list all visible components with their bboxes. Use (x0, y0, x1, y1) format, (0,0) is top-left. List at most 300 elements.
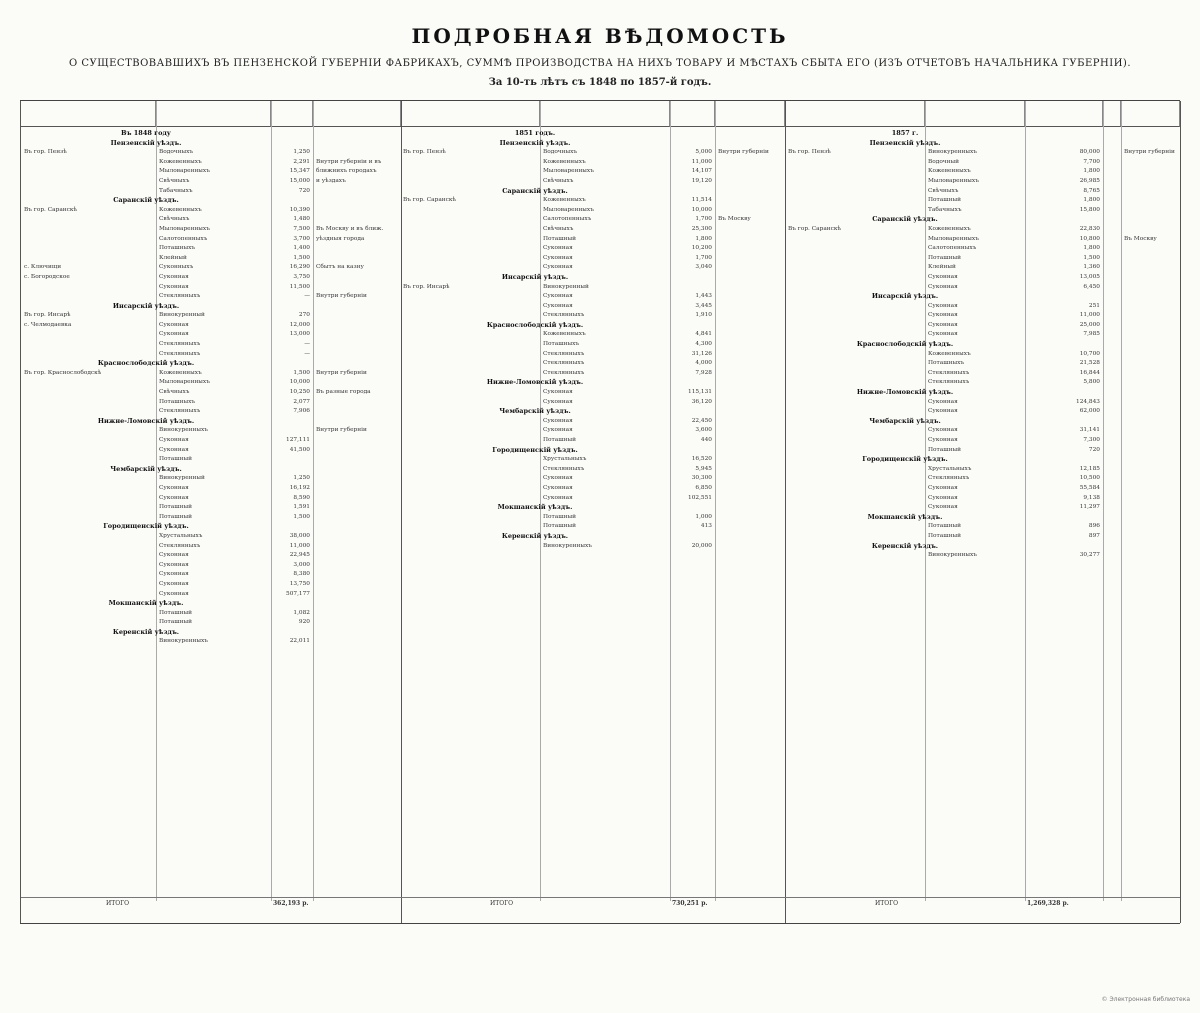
district-heading (785, 139, 1180, 149)
table-cell: — (304, 293, 310, 300)
table-cell: 22,450 (691, 417, 712, 424)
table-cell: уѣздныя города (316, 235, 365, 242)
table-cell: Суконная (159, 561, 189, 568)
table-cell: Стеклянныхъ (159, 341, 201, 348)
table-cell: Суконная (543, 302, 573, 309)
table-cell: 4,300 (695, 341, 712, 348)
table-cell: 62,000 (1079, 408, 1100, 415)
table-cell: 1,800 (695, 235, 712, 242)
table-cell: Въ Москву и въ ближ. (316, 225, 384, 232)
table-cell: Поташный (159, 456, 192, 463)
table-cell: 5,800 (1083, 379, 1100, 386)
table-cell: Въ Москву (718, 216, 751, 223)
district-heading (785, 513, 1180, 523)
table-cell: 1,000 (695, 513, 712, 520)
district-label: Городищенскій уѣздъ. (862, 455, 948, 464)
district-label: Пензенскій уѣздъ. (110, 138, 182, 147)
table-cell: Сбытъ на казну (316, 264, 364, 271)
table-row (21, 187, 401, 197)
table-cell: Въ гор. Пензѣ (788, 149, 831, 156)
table-cell: 251 (1088, 302, 1100, 309)
column-header (400, 101, 540, 127)
table-row (400, 513, 785, 523)
table-cell: 6,850 (695, 484, 712, 491)
table-cell: 1,910 (695, 312, 712, 319)
district-heading (400, 532, 785, 542)
table-cell: Поташный (928, 254, 961, 261)
table-cell: 1,700 (695, 216, 712, 223)
table-row (21, 398, 401, 408)
table-cell: 2,077 (293, 398, 310, 405)
table-cell: Кожевенныхъ (543, 331, 586, 338)
table-cell: Водочныхъ (159, 149, 194, 156)
table-cell: 10,200 (691, 245, 712, 252)
table-row (785, 407, 1180, 417)
table-cell: Поташный (543, 523, 576, 530)
table-cell: Мыловаренныхъ (159, 168, 210, 175)
table-row (21, 570, 401, 580)
table-cell: Кожевенныхъ (543, 197, 586, 204)
table-row (21, 350, 401, 360)
table-cell: 1,800 (1083, 245, 1100, 252)
table-cell: Свѣчныхъ (928, 187, 959, 194)
district-label: Мокшанскій уѣздъ. (497, 503, 573, 512)
table-cell: 22,945 (289, 552, 310, 559)
table-row (21, 532, 401, 542)
table-cell: Поташный (928, 446, 961, 453)
table-row (21, 609, 401, 619)
table-cell: 8,765 (1083, 187, 1100, 194)
table-cell: Въ гор. Саранскѣ (24, 206, 78, 213)
table-row (400, 158, 785, 168)
table-row (21, 637, 401, 647)
table-row (785, 283, 1180, 293)
district-heading (21, 599, 401, 609)
table-row (21, 590, 401, 600)
table-cell: 1,800 (1083, 197, 1100, 204)
table-cell: Стеклянныхъ (543, 350, 585, 357)
district-heading (400, 129, 785, 139)
section-3 (785, 101, 1181, 923)
table-cell: 13,000 (289, 331, 310, 338)
table-row (21, 455, 401, 465)
district-label: Инсарскій уѣздъ. (871, 292, 939, 301)
table-cell: Поташный (543, 235, 576, 242)
table-cell: 3,000 (293, 561, 310, 568)
district-label: Саранскій уѣздъ. (872, 215, 938, 224)
table-cell: Поташныхъ (543, 341, 580, 348)
table-cell: 38,000 (289, 532, 310, 539)
table-cell: Суконная (159, 437, 189, 443)
table-row (21, 206, 401, 216)
table-cell: 12,185 (1079, 465, 1100, 472)
district-label: Керенскій уѣздъ. (871, 541, 939, 550)
table-cell: Кожевенныхъ (159, 158, 202, 165)
district-heading (400, 446, 785, 456)
total-label: ИТОГО (490, 900, 514, 907)
table-cell: Въ гор. Саранскѣ (403, 197, 457, 204)
district-heading (21, 522, 401, 532)
table-cell: 1,500 (293, 254, 310, 261)
table-cell: Въ гор. Саранскѣ (788, 225, 842, 232)
table-cell: 720 (298, 187, 310, 194)
table-cell: 11,500 (289, 283, 310, 290)
table-row (400, 206, 785, 216)
table-cell: 11,297 (1079, 504, 1100, 511)
table-cell: 1,360 (1083, 264, 1100, 271)
district-heading (21, 302, 401, 312)
column-header (540, 101, 670, 127)
table-body (400, 129, 785, 551)
district-heading (21, 417, 401, 427)
table-cell: Винокуренныхъ (159, 427, 208, 434)
table-cell: Стеклянныхъ (928, 369, 970, 376)
table-cell: 15,347 (289, 168, 310, 175)
table-cell: Суконная (159, 273, 189, 280)
table-row (785, 235, 1180, 245)
table-cell: Суконная (159, 571, 189, 578)
district-heading (785, 215, 1180, 225)
table-cell: Кожевенныхъ (928, 168, 971, 175)
table-cell: 3,750 (293, 273, 310, 280)
table-row (785, 522, 1180, 532)
district-label: Пензенскій уѣздъ. (499, 138, 571, 147)
table-cell: Винокуренныхъ (159, 638, 208, 645)
district-heading (785, 542, 1180, 552)
table-cell: 30,300 (691, 475, 712, 482)
table-cell: Поташный (159, 619, 192, 626)
table-cell: Стеклянныхъ (543, 360, 585, 367)
table-cell: 897 (1088, 532, 1100, 539)
table-cell: с. Богородское (24, 273, 70, 280)
table-cell: Суконная (543, 475, 573, 482)
table-cell: Суконная (928, 302, 958, 309)
table-cell: 7,985 (1083, 331, 1100, 338)
table-cell: Поташныхъ (159, 398, 196, 405)
table-cell: 20,000 (691, 542, 712, 549)
total-row (400, 897, 785, 923)
table-cell: Кожевенныхъ (543, 158, 586, 165)
table-row (21, 494, 401, 504)
table-cell: Суконная (543, 484, 573, 491)
document-title: ПОДРОБНАЯ ВѢДОМОСТЬ (411, 24, 789, 48)
table-cell: 507,177 (286, 590, 310, 597)
table-cell: 6,450 (1083, 283, 1100, 290)
table-row (400, 330, 785, 340)
table-cell: 720 (1088, 446, 1100, 453)
district-label: Мокшанскій уѣздъ. (108, 599, 184, 608)
table-cell: 920 (298, 619, 310, 626)
table-cell: с. Челмодаевка (24, 321, 72, 328)
district-label: Керенскій уѣздъ. (112, 627, 180, 636)
table-cell: Суконная (928, 331, 958, 338)
table-cell: Поташный (928, 532, 961, 539)
table-cell: Суконная (543, 398, 573, 405)
table-cell: Хрустальныхъ (159, 532, 203, 539)
table-row (21, 513, 401, 523)
table-row (400, 302, 785, 312)
total-value: 730,251 р. (672, 900, 708, 907)
table-cell: 3,445 (695, 302, 712, 309)
table-cell: 8,590 (293, 494, 310, 501)
table-row (400, 436, 785, 446)
table-row (400, 350, 785, 360)
district-label: Пензенскій уѣздъ. (869, 138, 941, 147)
district-heading (21, 139, 401, 149)
table-row (785, 426, 1180, 436)
table-cell: Поташный (928, 197, 961, 204)
table-row (400, 225, 785, 235)
table-cell: Поташный (928, 523, 961, 530)
table-cell: Стеклянныхъ (159, 350, 201, 357)
district-heading (21, 465, 401, 475)
table-cell: 7,700 (1083, 158, 1100, 165)
table-row (400, 254, 785, 264)
table-cell: Суконная (543, 293, 573, 300)
table-body (21, 129, 401, 647)
table-cell: 10,000 (289, 379, 310, 386)
table-cell: Стеклянныхъ (159, 408, 201, 415)
table-cell: 3,700 (293, 235, 310, 242)
table-cell: Винокуренный (159, 475, 205, 482)
table-cell: 1,250 (293, 475, 310, 482)
table-cell: 15,800 (1079, 206, 1100, 213)
table-cell: 16,520 (691, 456, 712, 463)
table-cell: Поташный (543, 437, 576, 443)
table-row (785, 187, 1180, 197)
table-row (21, 407, 401, 417)
table-row (785, 254, 1180, 264)
table-row (400, 474, 785, 484)
table-row (785, 474, 1180, 484)
table-row (785, 263, 1180, 273)
table-cell: Мыловаренныхъ (928, 177, 979, 184)
district-heading (785, 340, 1180, 350)
table-cell: Свѣчныхъ (543, 177, 574, 184)
table-cell: Суконныхъ (159, 264, 194, 271)
table-cell: 127,111 (286, 437, 310, 443)
table-row (400, 177, 785, 187)
table-cell: 55,584 (1079, 484, 1100, 491)
table-row (785, 225, 1180, 235)
column-header (1025, 101, 1103, 127)
district-heading (400, 503, 785, 513)
table-row (21, 263, 401, 273)
district-heading (21, 359, 401, 369)
table-cell: Суконная (928, 427, 958, 434)
table-row (785, 350, 1180, 360)
district-label: Городищенскій уѣздъ. (103, 522, 189, 531)
table-cell: Внутри губерніи (316, 427, 367, 434)
table-cell: 11,514 (691, 197, 712, 204)
table-row (785, 359, 1180, 369)
table-row (21, 340, 401, 350)
district-label: Мокшанскій уѣздъ. (867, 512, 943, 521)
district-heading (400, 321, 785, 331)
district-label: Городищенскій уѣздъ. (492, 445, 578, 454)
table-cell: Мыловаренныхъ (543, 168, 594, 175)
table-row (21, 177, 401, 187)
table-cell: Мыловаренныхъ (159, 379, 210, 386)
table-cell: Свѣчныхъ (543, 225, 574, 232)
table-row (400, 148, 785, 158)
table-cell: 124,843 (1076, 398, 1100, 405)
table-cell: 10,500 (1079, 475, 1100, 482)
table-cell: Мыловаренныхъ (928, 235, 979, 242)
table-cell: 1,800 (1083, 168, 1100, 175)
district-label: Краснослободскій уѣздъ. (856, 340, 954, 349)
table-row (21, 426, 401, 436)
column-header (1121, 101, 1180, 127)
table-cell: Суконная (928, 504, 958, 511)
district-heading (785, 129, 1180, 139)
table-cell: Винокуренныхъ (928, 552, 977, 559)
table-row (785, 321, 1180, 331)
table-row (785, 484, 1180, 494)
district-label: Керенскій уѣздъ. (501, 531, 569, 540)
table-row (785, 302, 1180, 312)
total-row (21, 897, 401, 923)
table-row (400, 455, 785, 465)
table-cell: Мыловаренныхъ (159, 225, 210, 232)
table-cell: 15,000 (289, 177, 310, 184)
table-cell: Суконная (543, 264, 573, 271)
table-row (21, 561, 401, 571)
district-heading (785, 292, 1180, 302)
table-cell: Стеклянныхъ (543, 465, 585, 472)
table-cell: Стеклянныхъ (543, 369, 585, 376)
table-row (785, 532, 1180, 542)
table-cell: Суконная (543, 254, 573, 261)
table-cell: Суконная (159, 321, 189, 328)
table-cell: Табачныхъ (928, 206, 962, 213)
table-cell: Въ гор. Инсарѣ (403, 283, 450, 290)
table-row (400, 340, 785, 350)
table-cell: 7,300 (1083, 437, 1100, 443)
table-cell: 19,120 (691, 177, 712, 184)
table-cell: Салотопенныхъ (543, 216, 592, 223)
district-heading (400, 187, 785, 197)
table-cell: 22,011 (289, 638, 310, 645)
column-header (21, 101, 156, 127)
document-subtitle: О СУЩЕСТВОВАВШИХЪ ВЪ ПЕНЗЕНСКОЙ ГУБЕРНІИ ФАБРИКАХЪ, СУММѢ ПРОИЗВОДСТВА НА НИХЪ ТОВАРУ И МѢСТАХЪ СБЫТА ЕГО (ИЗЪ ОТЧЕТОВЪ НАЧАЛЬНИКА ГУБЕРНІИ). (68, 58, 1132, 69)
district-label: 1851 годъ. (514, 129, 556, 137)
district-heading (400, 378, 785, 388)
table-cell: Поташныхъ (159, 245, 196, 252)
district-label: Нижне-Ломовскій уѣздъ. (97, 416, 195, 425)
table-row (785, 167, 1180, 177)
table-cell: Внутри губерніи (1124, 149, 1175, 156)
table-cell: 13,750 (289, 580, 310, 587)
section-2 (400, 101, 786, 923)
district-label: Саранскій уѣздъ. (113, 196, 179, 205)
table-cell: 11,000 (1079, 312, 1100, 319)
district-label: Чембарскій уѣздъ. (110, 464, 182, 473)
district-label: Чембарскій уѣздъ. (499, 407, 571, 416)
table-cell: 11,000 (289, 542, 310, 549)
table-row (785, 503, 1180, 513)
table-cell: 16,290 (289, 264, 310, 271)
table-row (400, 484, 785, 494)
table-cell: Стеклянныхъ (159, 542, 201, 549)
table-cell: Суконная (928, 273, 958, 280)
table-cell: 1,700 (695, 254, 712, 261)
table-cell: и уѣздахъ (316, 177, 346, 184)
table-row (785, 494, 1180, 504)
table-row (21, 484, 401, 494)
table-row (400, 244, 785, 254)
table-row (785, 196, 1180, 206)
table-row (400, 542, 785, 552)
district-heading (785, 455, 1180, 465)
table-row (21, 474, 401, 484)
table-cell: Клейный (159, 254, 187, 261)
table-cell: Суконная (159, 446, 189, 453)
table-cell: Кожевенныхъ (928, 350, 971, 357)
table-row (21, 446, 401, 456)
table-row (400, 494, 785, 504)
table-cell: 2,291 (293, 158, 310, 165)
table-cell: 9,138 (1083, 494, 1100, 501)
column-header (670, 101, 715, 127)
table-row (21, 225, 401, 235)
table-cell: Суконная (543, 494, 573, 501)
table-row (400, 263, 785, 273)
table-cell: Хрустальныхъ (928, 465, 972, 472)
table-cell: 896 (1088, 523, 1100, 530)
table-cell: Въ гор. Пензѣ (403, 149, 446, 156)
document-period: За 10-ть лѣтъ съ 1848 по 1857-й годъ. (488, 77, 712, 88)
table-row (21, 330, 401, 340)
district-label: Въ 1848 году (121, 129, 171, 137)
table-cell: 7,906 (293, 408, 310, 415)
table-row (21, 283, 401, 293)
district-heading (21, 196, 401, 206)
table-cell: 1,480 (293, 216, 310, 223)
district-heading (400, 273, 785, 283)
column-header (925, 101, 1025, 127)
table-cell: 10,700 (1079, 350, 1100, 357)
table-cell: ближнихъ городахъ (316, 168, 377, 175)
statement-table (20, 100, 1180, 924)
column-header (1103, 101, 1121, 127)
district-label: Инсарскій уѣздъ. (501, 272, 569, 281)
table-cell: Суконная (159, 331, 189, 338)
district-heading (785, 417, 1180, 427)
table-cell: 25,300 (691, 225, 712, 232)
table-cell: Свѣчныхъ (159, 216, 190, 223)
table-cell: 10,250 (289, 389, 310, 396)
table-cell: Стеклянныхъ (543, 312, 585, 319)
table-cell: Мыловаренныхъ (543, 206, 594, 213)
table-cell: Табачныхъ (159, 187, 193, 194)
table-cell: Суконная (159, 552, 189, 559)
table-cell: 31,126 (691, 350, 712, 357)
table-cell: Винокуренный (159, 312, 205, 319)
table-row (785, 551, 1180, 561)
table-cell: 12,000 (289, 321, 310, 328)
table-row (400, 167, 785, 177)
table-cell: Хрустальныхъ (543, 456, 587, 463)
district-label: Краснослободскій уѣздъ. (486, 320, 584, 329)
table-cell: Поташный (543, 513, 576, 520)
column-header (785, 101, 925, 127)
table-row (785, 273, 1180, 283)
table-cell: 270 (298, 312, 310, 319)
table-cell: Суконная (928, 398, 958, 405)
table-cell: 41,500 (289, 446, 310, 453)
table-cell: Внутри губерніи (316, 293, 367, 300)
